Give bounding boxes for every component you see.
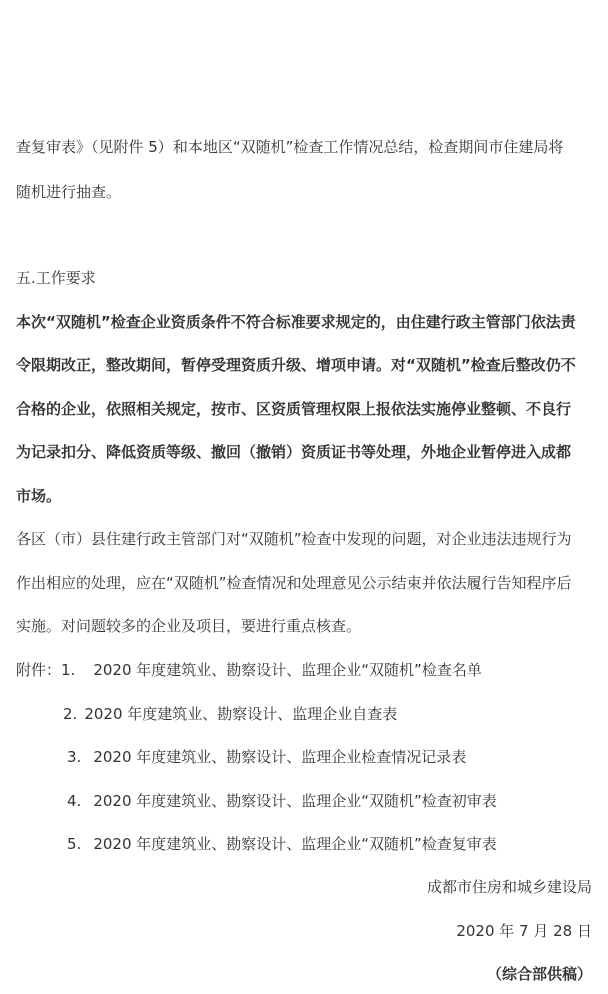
section-heading: 五.工作要求 <box>16 269 96 287</box>
bold-paragraph-line: 市场。 <box>16 487 62 505</box>
attachment-number: 3. <box>67 748 82 766</box>
attachment-item <box>16 659 482 681</box>
attachment-item <box>63 703 397 725</box>
bold-paragraph-line: 本次“双随机”检查企业资质条件不符合标准要求规定的，由住建行政主管部门依法责 <box>16 313 576 331</box>
attachment-title: 2020 年度建筑业、勘察设计、监理企业“双随机”检查名单 <box>93 661 482 679</box>
paragraph-line: 作出相应的处理，应在“双随机”检查情况和处理意见公示结束并依法履行告知程序后 <box>16 574 572 592</box>
attachment-item <box>67 833 497 855</box>
issue-date: 2020 年 7 月 28 日 <box>456 922 592 940</box>
attachment-title: 2020 年度建筑业、勘察设计、监理企业“双随机”检查复审表 <box>93 835 497 853</box>
attachment-number: 1. <box>61 661 76 679</box>
bold-paragraph-line: 令限期改正，整改期间，暂停受理资质升级、增项申请。对“双随机”检查后整改仍不 <box>16 356 576 374</box>
attachment-item <box>67 746 466 768</box>
attachment-label: 附件： <box>16 661 62 679</box>
bold-paragraph-line: 为记录扣分、降低资质等级、撤回（撤销）资质证书等处理，外地企业暂停进入成都 <box>16 443 572 461</box>
attachment-item <box>67 790 497 812</box>
attachment-number: 5. <box>67 835 82 853</box>
bold-paragraph-line: 合格的企业，依照相关规定，按市、区资质管理权限上报依法实施停业整顿、不良行 <box>16 400 572 418</box>
attachment-number: 4. <box>67 792 82 810</box>
attachment-title: 2020 年度建筑业、勘察设计、监理企业检查情况记录表 <box>93 748 467 766</box>
source-note: （综合部供稿） <box>486 965 592 983</box>
attachment-title: 2020 年度建筑业、勘察设计、监理企业“双随机”检查初审表 <box>93 792 497 810</box>
paragraph-line: 实施。对问题较多的企业及项目，要进行重点核查。 <box>16 617 362 635</box>
attachment-title: 2020 年度建筑业、勘察设计、监理企业自查表 <box>84 705 398 723</box>
attachment-number: 2. <box>63 705 78 723</box>
paragraph-line: 各区（市）县住建行政主管部门对“双随机”检查中发现的问题，对企业违法违规行为 <box>16 530 572 548</box>
paragraph-line: 查复审表》（见附件 5）和本地区“双随机”检查工作情况总结，检查期间市住建局将 <box>16 138 564 156</box>
paragraph-line: 随机进行抽查。 <box>16 183 122 201</box>
issuing-organization: 成都市住房和城乡建设局 <box>426 878 592 896</box>
